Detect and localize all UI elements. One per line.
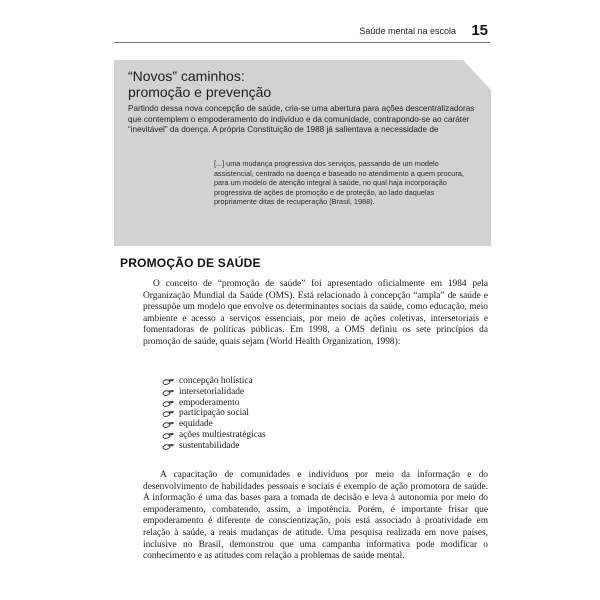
callout-title-line1: “Novos” caminhos: xyxy=(128,68,245,84)
hand-pointer-icon xyxy=(162,420,174,429)
list-item-label: empoderamento xyxy=(179,397,240,408)
list-item-label: concepção holística xyxy=(179,376,253,386)
hand-pointer-icon xyxy=(162,399,174,408)
callout-box xyxy=(114,60,491,246)
list-item-label: equidade xyxy=(179,419,213,430)
callout-quote: [...] uma mudança progressiva dos serviços, passando de um modelo assistencial, centrado na doença e baseado no atendimento a quem procura, para um modelo de atenção integral à saúde, no qual haja incorporação progressiva de ações de promoção e de proteção, ao lado daquelas propriamente ditas de recuperação (Brasil, 1988). xyxy=(214,159,464,206)
hand-pointer-icon xyxy=(162,409,174,418)
paragraph-capacitation: A capacitação de comunidades e indivíduos por meio da informação e do desenvolvimento de habilidades pessoais e sociais é exemplo de ação promotora de saúde. A informação é uma das bases para a tomada de decisão e leva à autonomia por meio do empoderamento, combatendo, assim, a impotência. Porém, é importante frisar que empoderamento é diferente de conscientização, pois está associado à proatividade em relação à saúde, a reais mudanças de atitude. Uma pesquisa realizada em nove países, inclusive no Brasil, demonstrou que uma campanha informativa pode modificar o conhecimento e as atitudes com relação a problemas de saúde mental. xyxy=(143,470,488,562)
running-header xyxy=(114,22,490,43)
callout-title xyxy=(128,68,428,100)
hand-pointer-icon xyxy=(162,431,174,440)
list-item-label: intersetorialidade xyxy=(179,386,245,397)
principles-list xyxy=(162,376,266,452)
paragraph-intro: O conceito de “promoção de saúde” foi apresentado oficialmente em 1984 pela Organização Mundial da Saúde (OMS). Está relacionado à concepção “ampla” de saúde e pressupõe um modelo que envolve os determinantes sociais da saúde, como educação, meio ambiente e acesso a serviços essenciais, por meio de ações coletivas, intersetoriais e fomentadoras de políticas públicas. Em 1998, a OMS definiu os sete princípios da promoção de saúde, quais sejam (World Health Organization, 1998): xyxy=(143,279,488,347)
list-item xyxy=(162,430,266,441)
list-item xyxy=(162,419,266,430)
page-number: 15 xyxy=(471,22,488,39)
hand-pointer-icon xyxy=(162,377,174,386)
page-curl-corner xyxy=(463,60,491,90)
callout-title-line2: promoção e prevenção xyxy=(128,84,272,100)
list-item xyxy=(162,398,266,409)
callout-body: Partindo dessa nova concepção de saúde, cria-se uma abertura para ações descentralizadoras que contemplem o empoderamento do indivíduo e da comunidade, contrapondo-se ao caráter “inevitável” da doença. A própria Constituição de 1988 já salientava a necessidade de xyxy=(128,104,475,135)
list-item-label: participação social xyxy=(179,408,250,419)
running-title: Saúde mental na escola xyxy=(359,26,456,36)
list-item xyxy=(162,441,266,452)
list-item-label: ações multiestratégicas xyxy=(179,429,266,440)
list-item xyxy=(162,376,266,387)
hand-pointer-icon xyxy=(162,388,174,397)
section-heading: PROMOÇÃO DE SAÚDE xyxy=(120,256,261,270)
list-item-label: sustentabilidade xyxy=(179,440,240,451)
list-item xyxy=(162,408,266,419)
hand-pointer-icon xyxy=(162,442,174,451)
list-item xyxy=(162,387,266,398)
